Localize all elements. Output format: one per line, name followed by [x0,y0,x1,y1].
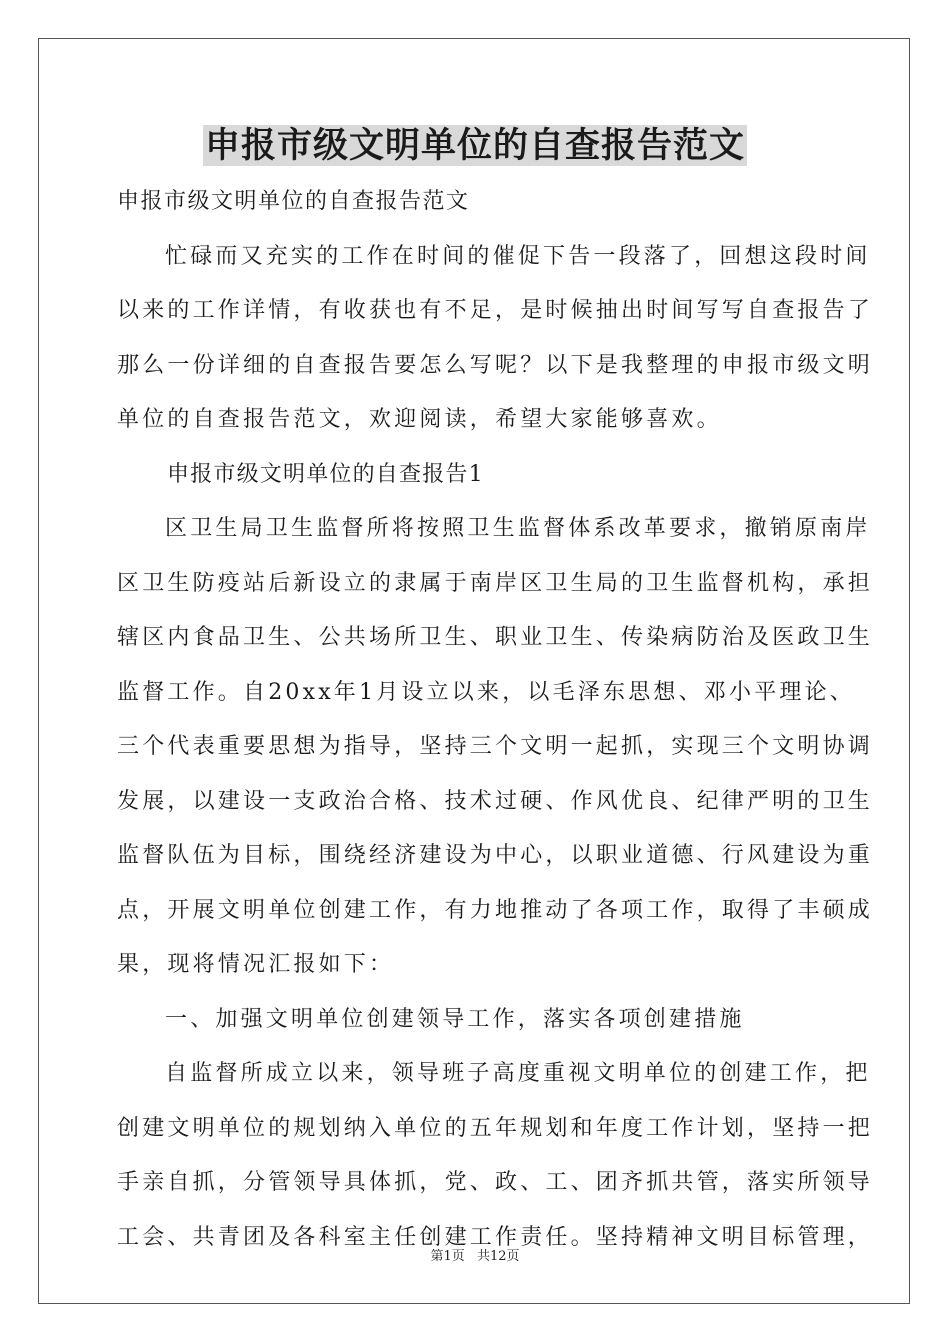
paragraph-line: 区卫生局卫生监督所将按照卫生监督体系改革要求，撤销原南岸 [165,516,871,541]
document-body [117,175,874,1265]
paragraph-line: 忙碌而又充实的工作在时间的催促下告一段落了，回想这段时间 [165,243,871,269]
page-total: 共12页 [476,1249,520,1264]
paragraph-line: 点，开展文明单位创建工作，有力地推动了各项工作，取得了丰硕成 [117,897,874,923]
document-title [0,124,950,168]
paragraph-line: 果，现将情况汇报如下： [117,952,395,977]
section-heading: 一、加强文明单位创建领导工作，落实各项创建措施 [165,1006,745,1032]
paragraph-line: 三个代表重要思想为指导，坚持三个文明一起抓，实现三个文明协调 [117,734,874,759]
page-footer [0,1245,950,1264]
paragraph-line: 自监督所成立以来，领导班子高度重视文明单位的创建工作，把 [165,1061,871,1086]
paragraph-line: 工会、共青团及各科室主任创建工作责任。坚持精神文明目标管理， [117,1224,874,1250]
subtitle-line: 申报市级文明单位的自查报告范文 [117,189,470,214]
paragraph-line: 辖区内食品卫生、公共场所卫生、职业卫生、传染病防治及医政卫生 [117,625,874,650]
title-text: 申报市级文明单位的自查报告范文 [204,125,745,166]
paragraph-line: 那么一份详细的自查报告要怎么写呢？以下是我整理的申报市级文明 [117,352,874,378]
paragraph-line: 监督队伍为目标，围绕经济建设为中心，以职业道德、行风建设为重 [117,843,874,868]
paragraph-line: 以来的工作详情，有收获也有不足，是时候抽出时间写写自查报告了 [117,298,874,323]
paragraph-line: 监督工作。自20xx年1月设立以来，以毛泽东思想、邓小平理论、 [117,679,856,705]
paragraph-line: 单位的自查报告范文，欢迎阅读，希望大家能够喜欢。 [117,407,722,432]
paragraph-line: 区卫生防疫站后新设立的隶属于南岸区卫生局的卫生监督机构，承担 [117,570,874,596]
page-number: 第1页 [430,1249,465,1264]
paragraph-line: 手亲自抓，分管领导具体抓，党、政、工、团齐抓共管，落实所领导 [117,1170,874,1195]
paragraph-line: 创建文明单位的规划纳入单位的五年规划和年度工作计划，坚持一把 [117,1115,874,1141]
section-heading: 申报市级文明单位的自查报告1 [167,461,484,487]
paragraph-line: 发展，以建设一支政治合格、技术过硬、作风优良、纪律严明的卫生 [117,788,874,814]
